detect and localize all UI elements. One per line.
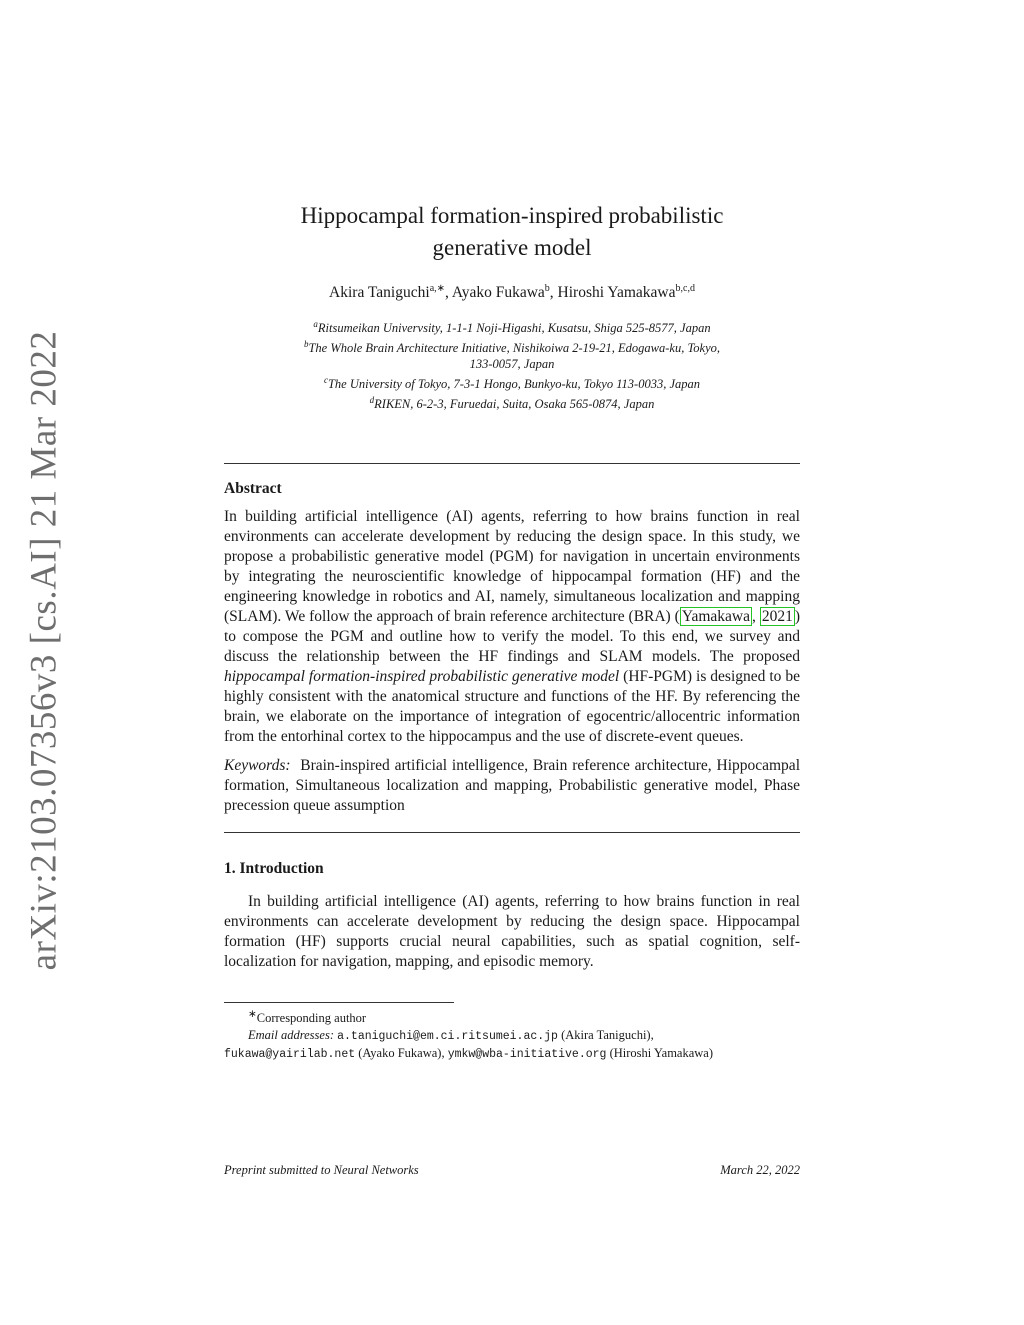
arxiv-side-label <box>4 330 84 970</box>
affiliation-sup: c <box>323 375 328 386</box>
citation-year: 2021 <box>761 607 793 625</box>
affiliation-sup: d <box>369 395 375 406</box>
affiliation <box>224 392 800 412</box>
citation-author: Yamakawa <box>681 607 751 625</box>
affiliation-text: The Whole Brain Architecture Initiative, Nishikoiwa 2-19-21, Edogawa-ku, Tokyo, <box>308 341 721 356</box>
email-owner: (Akira Taniguchi), <box>561 1027 654 1042</box>
affiliation-text: The University of Tokyo, 7-3-1 Hongo, Bunkyo-ku, Tokyo 113-0033, Japan <box>327 377 701 392</box>
section-heading-introduction: 1. Introduction <box>224 859 324 877</box>
abstract-part-2: ) to compose the PGM and outline how to verify the model. To this end, we survey and discuss the relationship between the HF findings and SLAM models. The proposed <box>224 607 801 665</box>
affiliation-text: Ritsumeikan Univervsity, 1-1-1 Noji-Higashi, Kusatsu, Shiga 525-8577, Japan <box>317 321 711 336</box>
affiliation <box>224 372 800 392</box>
abstract-emphasis: hippocampal formation-inspired probabilistic generative model <box>224 667 620 685</box>
footer-date: March 22, 2022 <box>720 1163 800 1177</box>
abstract-text <box>224 507 800 747</box>
affiliations <box>224 316 800 413</box>
page-footer <box>224 1163 800 1178</box>
email-address[interactable]: a.taniguchi@em.ci.ritsumei.ac.jp <box>337 1029 558 1043</box>
email-owner: (Hiroshi Yamakawa) <box>609 1045 714 1060</box>
title-line-2: generative model <box>432 235 592 260</box>
citation-sep: , <box>752 607 760 625</box>
keywords-label: Keywords: <box>224 756 291 774</box>
keywords-text: Brain-inspired artificial intelligence, Brain reference architecture, Hippocampal formation, Simultaneous localization and mapping, Probabilistic generative model, Phase precession queue assumption <box>224 756 800 814</box>
affiliation-text: RIKEN, 6-2-3, Furuedai, Suita, Osaka 565-0874, Japan <box>374 397 655 412</box>
footnote-corresponding-text: Corresponding author <box>256 1010 367 1025</box>
footnote-emails-line-2 <box>224 1045 800 1063</box>
abstract-part-1: In building artificial intelligence (AI) agents, referring to how brains function in real environments can accelerate development by reducing the design space. In this study, we propose a probabilistic generative model (PGM) for navigation in uncertain environments by integrating the neuroscientific knowledge of hippocampal formation (HF) and the engineering knowledge in robotics and AI, namely, simultaneous localization and mapping (SLAM). We follow the approach of brain reference architecture (BRA) ( <box>224 507 800 625</box>
footnote <box>224 1006 800 1063</box>
email-address[interactable]: ymkw@wba-initiative.org <box>447 1047 607 1061</box>
affiliation-sup: b <box>303 339 309 350</box>
footnote-emails-line-1 <box>224 1027 800 1045</box>
affiliation <box>224 316 800 336</box>
abstract-part-3: (HF-PGM) is designed to be highly consistent with the anatomical structure and functions of the HF. By referencing the brain, we elaborate on the importance of integration of egocentric/allocentric information from the entorhinal cortex to the hippocampus and the use of discrete-event queues. <box>224 667 800 745</box>
author-name: Hiroshi Yamakawa <box>557 284 676 301</box>
introduction-paragraph: In building artificial intelligence (AI) agents, referring to how brains function in real environments can accelerate development by reducing the design space. Hippocampal formation (HF) supports crucial neural capabilities, such as spatial cognition, self-localization for navigation, mapping, and episodic memory. <box>224 892 800 970</box>
keywords <box>224 756 800 816</box>
footnote-mark: ∗ <box>248 1008 257 1020</box>
email-address[interactable]: fukawa@yairilab.net <box>224 1047 356 1061</box>
affiliation-text: 133-0057, Japan <box>469 357 555 372</box>
paper-title <box>224 200 800 264</box>
author-sup: b,c,d <box>675 283 695 294</box>
author-name: Akira Taniguchi <box>329 284 430 301</box>
email-owner: (Ayako Fukawa), <box>358 1045 445 1060</box>
citation-link[interactable] <box>680 607 752 626</box>
author-name: Ayako Fukawa <box>451 284 545 301</box>
author-list: Akira Taniguchi$^{a,∗}$, Ayako Fukawa$^b$, Hiroshi Yamakawa$^{b,c,d}$ <box>329 283 695 301</box>
abstract-top-rule <box>224 463 800 464</box>
author-sup: a,∗ <box>429 283 446 294</box>
email-label: Email addresses: <box>248 1027 334 1042</box>
arxiv-id: arXiv:2103.07356v3 [cs.AI] 21 Mar 2022 <box>23 330 65 970</box>
footnote-rule <box>224 1002 454 1003</box>
citation-year-link[interactable] <box>760 607 795 626</box>
affiliation-sup: a <box>313 319 318 329</box>
author-sup: b <box>544 283 550 294</box>
affiliation <box>224 356 800 372</box>
title-line-1: Hippocampal formation-inspired probabilistic <box>300 203 724 228</box>
footer-journal: Preprint submitted to Neural Networks <box>224 1163 419 1177</box>
footnote-corresponding <box>224 1006 800 1027</box>
affiliation <box>224 336 800 356</box>
abstract-bottom-rule <box>224 832 800 833</box>
paper-page <box>224 200 800 1063</box>
abstract-heading: Abstract <box>224 479 282 497</box>
